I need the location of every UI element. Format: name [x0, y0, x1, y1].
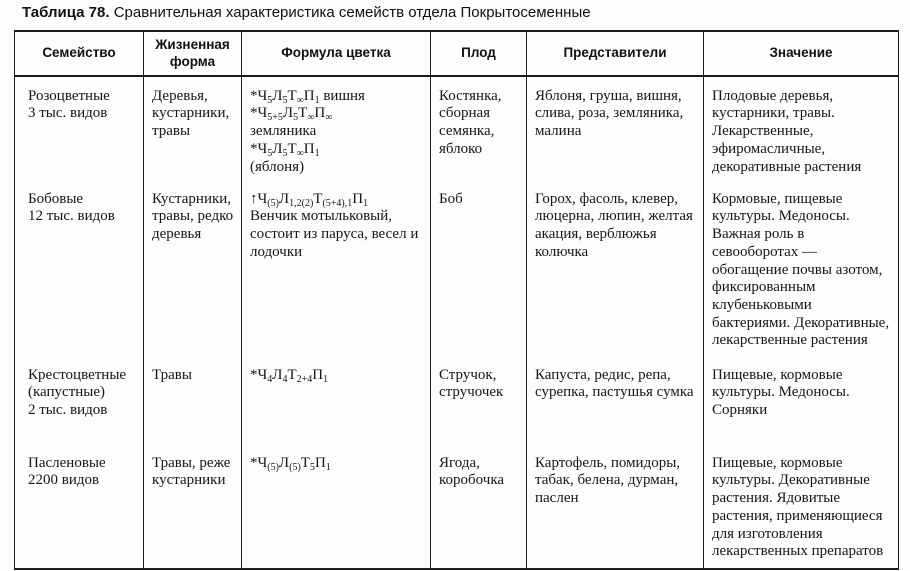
fruit-cell: Костянка, сборная семянка, яблоко [431, 76, 527, 180]
representatives-cell: Горох, фасоль, клевер, люцерна, люпин, желтая акация, верблюжья колючка [527, 180, 704, 356]
column-header-flower-formula: Формула цветка [242, 31, 431, 76]
table-caption-text: Сравнительная характеристика семейств отдела Покрытосеменные [113, 4, 591, 21]
family-comparison-table [14, 30, 899, 570]
family-species-count: 2200 видов [28, 472, 100, 489]
header-row [15, 31, 899, 76]
table-caption [22, 4, 910, 23]
life-form-cell: Кустарники, травы, редко деревья [144, 180, 242, 356]
significance-cell: Кормовые, пищевые культуры. Медоносы. Важная роль в севооборотах — обогащение почвы азотом, фиксированным клубеньковыми бактериями. Декоративные, лекарственные растения [704, 180, 899, 356]
family-species-count: 2 тыс. видов [28, 402, 108, 419]
life-form-cell: Травы [144, 356, 242, 444]
significance-cell: Плодовые деревья, кустарники, травы. Лекарственные, эфиромасличные, декоративные растения [704, 76, 899, 180]
family-name: Пасленовые [28, 454, 106, 471]
family-cell [15, 444, 144, 569]
family-name: Крестоцветные (капустные) [28, 366, 127, 401]
significance-cell: Пищевые, кормовые культуры. Декоративные растения. Ядовитые растения, применяющиеся для изготовления лекарственных препаратов [704, 444, 899, 569]
family-cell [15, 356, 144, 444]
family-name: Бобовые [28, 190, 84, 207]
flower-formula-cell: $*Ч_5Л_5Т_\infty П_1$ вишня $*Ч_{5+5}Л_5Т_\infty П_\infty$ земляника $*Ч_5Л_5Т_\infty П_1$ (яблоня) [242, 76, 431, 180]
representatives-cell: Картофель, помидоры, табак, белена, дурман, паслен [527, 444, 704, 569]
table-row-brassicaceae [15, 356, 899, 444]
family-name: Розоцветные [28, 87, 110, 104]
table-row-rosaceae [15, 76, 899, 180]
table-row-fabaceae [15, 180, 899, 356]
life-form-cell: Деревья, кустарники, травы [144, 76, 242, 180]
table-row-solanaceae [15, 444, 899, 569]
family-species-count: 3 тыс. видов [28, 105, 108, 122]
family-cell [15, 180, 144, 356]
fruit-cell: Боб [431, 180, 527, 356]
family-species-count: 12 тыс. видов [28, 208, 115, 225]
fruit-cell: Стручок, стручочек [431, 356, 527, 444]
table-number: Таблица 78. [22, 4, 110, 21]
representatives-cell: Капуста, редис, репа, сурепка, пастушья сумка [527, 356, 704, 444]
column-header-representatives: Представители [527, 31, 704, 76]
column-header-life-form: Жизненная форма [144, 31, 242, 76]
column-header-significance: Значение [704, 31, 899, 76]
flower-formula-cell: $*Ч_{(5)}Л_{(5)}Т_5П_1$ [242, 444, 431, 569]
column-header-family: Семейство [15, 31, 144, 76]
life-form-cell: Травы, реже кустарники [144, 444, 242, 569]
family-cell [15, 76, 144, 180]
representatives-cell: Яблоня, груша, вишня, слива, роза, земляника, малина [527, 76, 704, 180]
flower-formula-cell: $↑Ч_{(5)}Л_{1,2(2)}Т_{(5+4),1}П_1$ Венчик мотыльковый, состоит из паруса, весел и лодочки [242, 180, 431, 356]
flower-formula-cell: $*Ч_4Л_4Т_{2+4}П_1$ [242, 356, 431, 444]
fruit-cell: Ягода, коробочка [431, 444, 527, 569]
significance-cell: Пищевые, кормовые культуры. Медоносы. Сорняки [704, 356, 899, 444]
column-header-fruit: Плод [431, 31, 527, 76]
